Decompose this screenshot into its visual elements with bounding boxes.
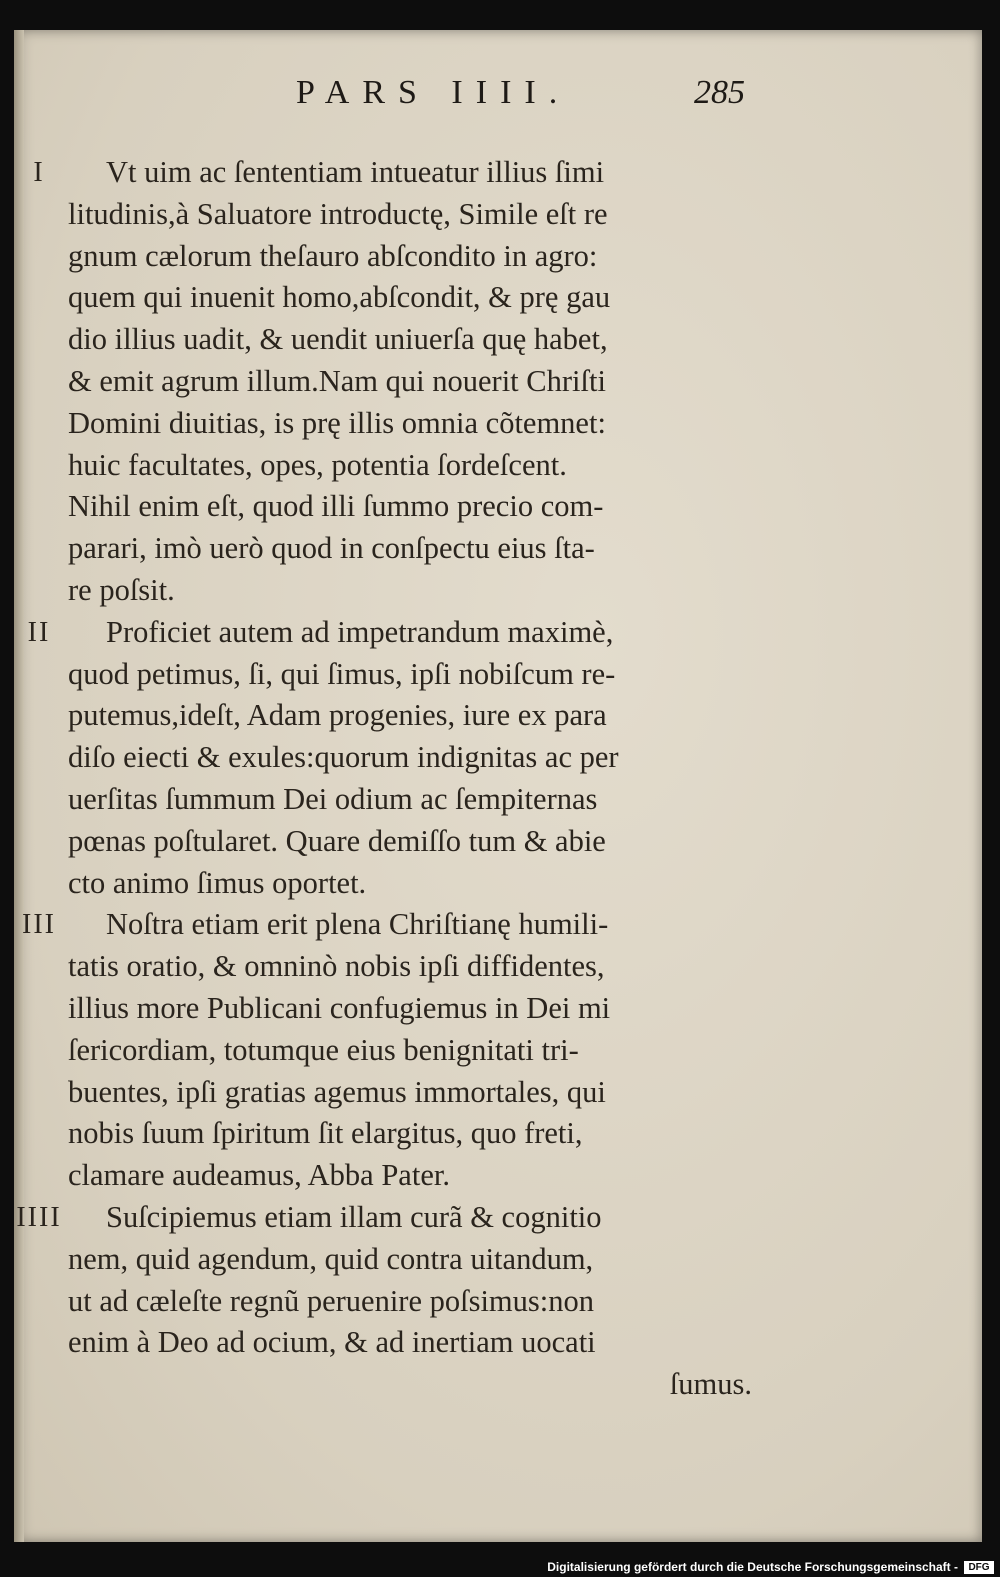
line-text: & emit agrum illum.Nam qui nouerit Chriſti <box>68 363 606 398</box>
line-text: Domini diuitias, is prę illis omnia cõtemnet: <box>68 405 606 440</box>
text-line <box>14 946 982 988</box>
text-line <box>14 194 982 236</box>
line-text: Vt uim ac ſententiam intueatur illius ſimi <box>106 155 605 189</box>
text-line <box>14 821 982 863</box>
paragraph <box>14 1197 982 1406</box>
running-title: PARS IIII. <box>296 74 571 111</box>
paragraph <box>14 612 982 905</box>
line-text: quem qui inuenit homo,abſcondit, & prę gau <box>68 280 611 315</box>
paragraph <box>14 152 982 612</box>
body-text <box>14 152 982 1406</box>
line-text: Nihil enim eſt, quod illi ſummo precio com- <box>68 489 604 524</box>
running-header <box>14 74 982 118</box>
book-page <box>14 30 982 1542</box>
text-line <box>14 1113 982 1155</box>
text-line <box>14 1072 982 1114</box>
page-number: 285 <box>694 74 745 111</box>
line-text: re poſsit. <box>68 572 175 607</box>
text-line <box>14 1239 982 1281</box>
line-text: Suſcipiemus etiam illam curã & cognitio <box>106 1199 602 1234</box>
line-text: ut ad cæleſte regnũ peruenire poſsimus:non <box>68 1283 594 1318</box>
section-marker: III <box>22 909 56 941</box>
text-line <box>14 236 982 278</box>
text-line <box>14 361 982 403</box>
funding-credit: Digitalisierung gefördert durch die Deutsche Forschungsgemeinschaft - <box>547 1560 958 1574</box>
text-line <box>14 988 982 1030</box>
text-line <box>14 863 982 905</box>
text-line <box>14 695 982 737</box>
section-marker: II <box>27 616 51 648</box>
line-text: enim à Deo ad ocium, & ad inertiam uocati <box>68 1325 596 1360</box>
text-line <box>14 403 982 445</box>
text-line <box>14 1364 982 1406</box>
dfg-logo: DFG <box>964 1561 994 1574</box>
line-text: ſericordiam, totumque eius benignitati tri- <box>68 1032 579 1067</box>
text-line <box>14 612 982 654</box>
text-line <box>14 1155 982 1197</box>
text-line <box>14 528 982 570</box>
line-text: nobis ſuum ſpiritum ſit elargitus, quo freti, <box>68 1116 583 1151</box>
line-text: nem, quid agendum, quid contra uitandum, <box>68 1241 594 1276</box>
text-line <box>14 445 982 487</box>
paragraph <box>14 904 982 1197</box>
text-line <box>14 1322 982 1364</box>
line-text: pœnas poſtularet. Quare demiſſo tum & abie <box>68 823 606 858</box>
line-text: gnum cælorum theſauro abſcondito in agro: <box>68 238 598 273</box>
line-text: Proficiet autem ad impetrandum maximè, <box>106 614 614 649</box>
text-line <box>14 904 982 946</box>
line-text: cto animo ſimus oportet. <box>68 865 367 900</box>
text-line <box>14 570 982 612</box>
line-text: clamare audeamus, Abba Pater. <box>68 1158 450 1193</box>
line-text: uerſitas ſummum Dei odium ac ſempiternas <box>68 781 598 816</box>
text-line <box>14 152 982 194</box>
section-marker: IIII <box>16 1201 62 1233</box>
line-text: buentes, ipſi gratias agemus immortales, qui <box>68 1074 606 1109</box>
text-line <box>14 486 982 528</box>
line-text: litudinis,à Saluatore introductę, Simile eſt re <box>68 196 608 231</box>
line-text: ſumus. <box>669 1367 752 1402</box>
text-line <box>14 737 982 779</box>
line-text: dio illius uadit, & uendit uniuerſa quę habet, <box>68 322 608 357</box>
text-line <box>14 1197 982 1239</box>
line-text: parari, imò uerò quod in conſpectu eius ſta- <box>68 531 595 566</box>
line-text: putemus,ideſt, Adam progenies, iure ex para <box>68 698 607 733</box>
text-line <box>14 654 982 696</box>
line-text: Noſtra etiam erit plena Chriſtianę humili- <box>106 907 609 942</box>
footer-bar <box>0 1557 1000 1577</box>
text-line <box>14 779 982 821</box>
section-marker: I <box>33 157 45 188</box>
text-line <box>14 1281 982 1323</box>
line-text: illius more Publicani confugiemus in Dei mi <box>68 990 611 1025</box>
line-text: tatis oratio, & omninò nobis ipſi diffidentes, <box>68 949 605 984</box>
line-text: huic facultates, opes, potentia ſordeſcent. <box>68 447 567 482</box>
line-text: quod petimus, ſi, qui ſimus, ipſi nobiſcum re- <box>68 656 616 691</box>
line-text: diſo eiecti & exules:quorum indignitas ac per <box>68 740 619 775</box>
text-line <box>14 319 982 361</box>
text-line <box>14 277 982 319</box>
text-line <box>14 1030 982 1072</box>
